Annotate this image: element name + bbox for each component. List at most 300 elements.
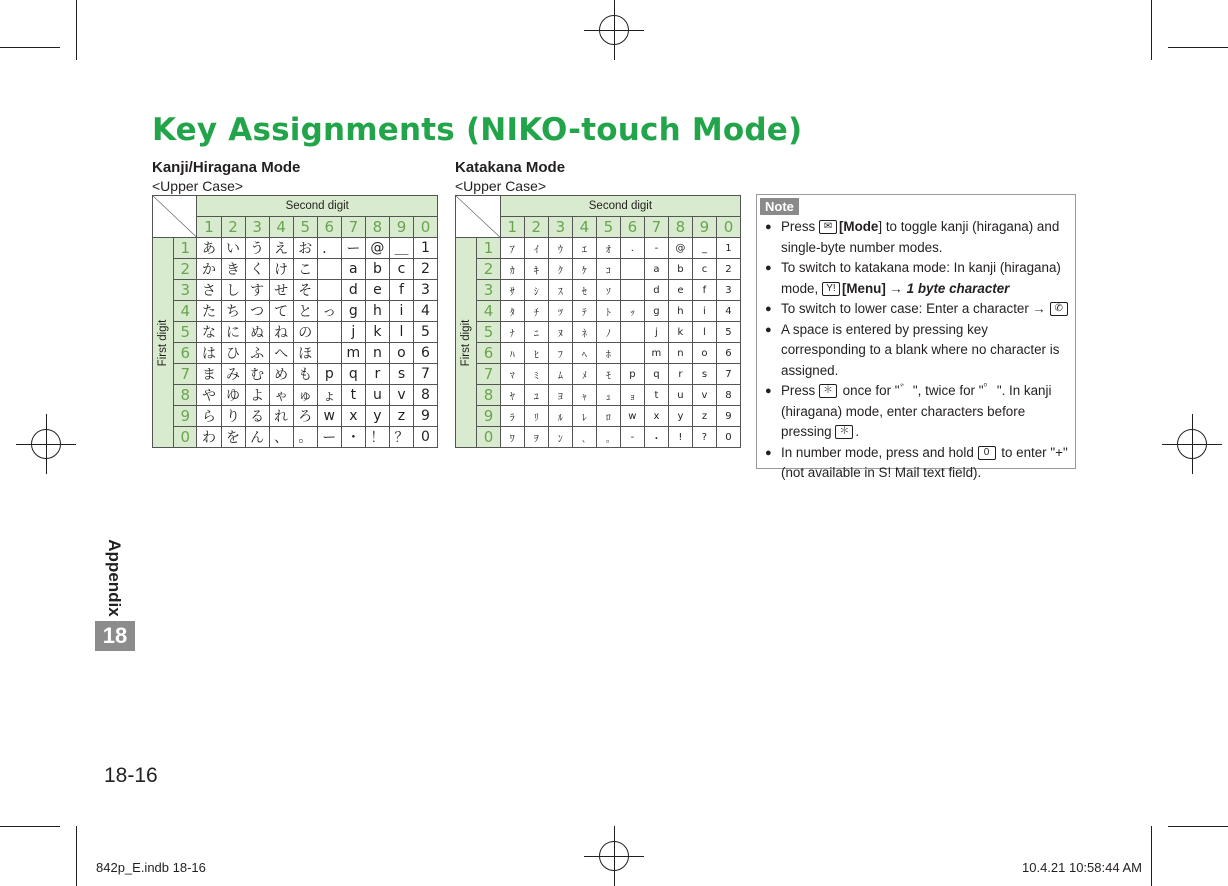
key-char-cell: し bbox=[221, 280, 245, 301]
key-char-cell: ･ bbox=[644, 427, 668, 448]
key-char-cell: は bbox=[197, 343, 221, 364]
key-char-cell: ほ bbox=[293, 343, 317, 364]
key-char-cell: っ bbox=[317, 301, 341, 322]
key-char-cell: ひ bbox=[221, 343, 245, 364]
key-char-cell: a bbox=[644, 259, 668, 280]
key-char-cell: わ bbox=[197, 427, 221, 448]
key-char-cell: s bbox=[389, 364, 413, 385]
column-header: 2 bbox=[524, 217, 548, 238]
row-header: 9 bbox=[174, 406, 197, 427]
row-header: 7 bbox=[174, 364, 197, 385]
column-header: 5 bbox=[293, 217, 317, 238]
key-char-cell: q bbox=[644, 364, 668, 385]
row-header: 0 bbox=[477, 427, 501, 448]
call-key-icon: ✆ bbox=[1050, 302, 1068, 316]
key-char-cell: o bbox=[692, 343, 716, 364]
table-corner bbox=[456, 196, 501, 238]
key-char-cell: 5 bbox=[716, 322, 740, 343]
table-row bbox=[456, 385, 741, 406]
key-char-cell: ょ bbox=[317, 385, 341, 406]
key-char-cell: l bbox=[692, 322, 716, 343]
key-char-cell bbox=[317, 259, 341, 280]
column-header: 9 bbox=[692, 217, 716, 238]
key-char-cell: つ bbox=[245, 301, 269, 322]
note-text: In number mode, press and hold bbox=[781, 444, 978, 460]
table-row bbox=[153, 280, 438, 301]
key-char-cell bbox=[317, 322, 341, 343]
row-header: 4 bbox=[477, 301, 501, 322]
key-char-cell: t bbox=[644, 385, 668, 406]
column-header: 7 bbox=[341, 217, 365, 238]
mail-key-icon: ✉ bbox=[819, 220, 837, 234]
column-header: 5 bbox=[596, 217, 620, 238]
asterisk-key-icon: ＊ bbox=[819, 384, 837, 398]
key-char-cell: か bbox=[197, 259, 221, 280]
key-char-cell: ま bbox=[197, 364, 221, 385]
key-char-cell: h bbox=[668, 301, 692, 322]
key-char-cell: w bbox=[620, 406, 644, 427]
note-key-label: [Mode bbox=[838, 219, 879, 234]
key-char-cell: て bbox=[269, 301, 293, 322]
key-char-cell: a bbox=[341, 259, 365, 280]
note-item bbox=[765, 217, 1073, 258]
key-char-cell: ､ bbox=[572, 427, 596, 448]
kanji-heading: Kanji/Hiragana Mode bbox=[152, 159, 301, 176]
key-char-cell: う bbox=[245, 238, 269, 259]
menu-key-icon: Y! bbox=[822, 282, 840, 296]
key-char-cell: す bbox=[245, 280, 269, 301]
key-char-cell: ＿ bbox=[389, 238, 413, 259]
note-text: once for "゛", twice for "゜". In kanji (hiragana) mode, enter characters before pressing bbox=[781, 383, 1052, 439]
key-char-cell: e bbox=[668, 280, 692, 301]
table-row bbox=[153, 406, 438, 427]
note-item bbox=[765, 443, 1073, 484]
column-header: 3 bbox=[548, 217, 572, 238]
key-char-cell: 1 bbox=[414, 238, 438, 259]
key-char-cell: 8 bbox=[414, 385, 438, 406]
key-char-cell: y bbox=[365, 406, 389, 427]
key-char-cell: ん bbox=[245, 427, 269, 448]
crop-mark bbox=[76, 826, 77, 886]
note-list bbox=[765, 217, 1073, 484]
table-row bbox=[153, 427, 438, 448]
key-char-cell: ゆ bbox=[221, 385, 245, 406]
note-box bbox=[756, 194, 1076, 480]
note-text: To switch to lower case: Enter a character → bbox=[781, 301, 1050, 316]
row-header: 2 bbox=[477, 259, 501, 280]
key-char-cell: の bbox=[293, 322, 317, 343]
key-char-cell: お bbox=[293, 238, 317, 259]
key-char-cell: ｭ bbox=[596, 385, 620, 406]
key-char-cell bbox=[620, 322, 644, 343]
key-char-cell: ゃ bbox=[269, 385, 293, 406]
key-char-cell: c bbox=[692, 259, 716, 280]
key-char-cell: ﾇ bbox=[548, 322, 572, 343]
key-char-cell: 6 bbox=[716, 343, 740, 364]
note-option: 1 byte character bbox=[906, 280, 1010, 296]
row-header: 6 bbox=[174, 343, 197, 364]
key-char-cell: ｹ bbox=[572, 259, 596, 280]
key-char-cell: ｬ bbox=[572, 385, 596, 406]
key-char-cell: れ bbox=[269, 406, 293, 427]
key-char-cell: c bbox=[389, 259, 413, 280]
key-char-cell: よ bbox=[245, 385, 269, 406]
key-char-cell: 7 bbox=[716, 364, 740, 385]
note-item bbox=[765, 258, 1073, 299]
table-row bbox=[153, 322, 438, 343]
key-char-cell: ｻ bbox=[500, 280, 524, 301]
key-char-cell: ﾓ bbox=[596, 364, 620, 385]
key-char-cell: n bbox=[365, 343, 389, 364]
key-char-cell: b bbox=[365, 259, 389, 280]
column-header: 8 bbox=[668, 217, 692, 238]
key-char-cell: ｳ bbox=[548, 238, 572, 259]
key-char-cell: ﾕ bbox=[524, 385, 548, 406]
table-row bbox=[153, 343, 438, 364]
row-header: 5 bbox=[477, 322, 501, 343]
crop-mark bbox=[1168, 47, 1228, 48]
key-char-cell: 。 bbox=[293, 427, 317, 448]
note-text: Press bbox=[781, 383, 819, 398]
key-char-cell: た bbox=[197, 301, 221, 322]
key-char-cell: け bbox=[269, 259, 293, 280]
note-text: To switch to katakana mode: In kanji (hiragana) mode, bbox=[781, 260, 1061, 296]
key-char-cell: k bbox=[668, 322, 692, 343]
key-char-cell: 8 bbox=[716, 385, 740, 406]
second-digit-header: Second digit bbox=[500, 196, 740, 217]
key-char-cell: ﾐ bbox=[524, 364, 548, 385]
column-header: 0 bbox=[414, 217, 438, 238]
key-char-cell: な bbox=[197, 322, 221, 343]
slug-right: 10.4.21 10:58:44 AM bbox=[1022, 860, 1142, 875]
key-char-cell: d bbox=[644, 280, 668, 301]
key-char-cell: l bbox=[389, 322, 413, 343]
table-row bbox=[456, 322, 741, 343]
key-char-cell: ﾛ bbox=[596, 406, 620, 427]
key-char-cell: ｸ bbox=[548, 259, 572, 280]
key-char-cell: ﾌ bbox=[548, 343, 572, 364]
asterisk-key-icon: ＊ bbox=[835, 425, 853, 439]
key-char-cell: さ bbox=[197, 280, 221, 301]
key-char-cell: ﾗ bbox=[500, 406, 524, 427]
key-char-cell: ﾑ bbox=[548, 364, 572, 385]
key-char-cell: r bbox=[365, 364, 389, 385]
table-row bbox=[153, 385, 438, 406]
key-char-cell: 3 bbox=[414, 280, 438, 301]
row-header: 1 bbox=[174, 238, 197, 259]
note-text: to enter "+" (not available in S! Mail text field). bbox=[781, 444, 1068, 480]
key-char-cell: y bbox=[668, 406, 692, 427]
side-label-text: Appendix bbox=[105, 539, 124, 617]
key-char-cell: r bbox=[668, 364, 692, 385]
note-text: Press bbox=[781, 219, 819, 234]
katakana-case: <Upper Case> bbox=[455, 178, 547, 194]
key-char-cell: ﾉ bbox=[596, 322, 620, 343]
row-header: 3 bbox=[477, 280, 501, 301]
key-char-cell: ー bbox=[341, 238, 365, 259]
key-char-cell: 4 bbox=[716, 301, 740, 322]
key-char-cell: i bbox=[692, 301, 716, 322]
key-char-cell: 6 bbox=[414, 343, 438, 364]
table-row bbox=[153, 364, 438, 385]
row-header: 9 bbox=[477, 406, 501, 427]
key-char-cell: _ bbox=[692, 238, 716, 259]
table-row bbox=[456, 259, 741, 280]
key-char-cell: x bbox=[644, 406, 668, 427]
key-char-cell: ｦ bbox=[524, 427, 548, 448]
registration-mark bbox=[584, 826, 644, 886]
first-digit-header: First digit bbox=[456, 238, 477, 448]
key-char-cell: ﾝ bbox=[548, 427, 572, 448]
key-char-cell: 7 bbox=[414, 364, 438, 385]
column-header: 8 bbox=[365, 217, 389, 238]
key-char-cell: い bbox=[221, 238, 245, 259]
key-char-cell: u bbox=[668, 385, 692, 406]
key-char-cell: ﾅ bbox=[500, 322, 524, 343]
zero-key-icon: 0 bbox=[978, 446, 996, 460]
kanji-case: <Upper Case> bbox=[152, 178, 244, 194]
key-char-cell: g bbox=[341, 301, 365, 322]
side-section-label bbox=[98, 538, 130, 618]
key-char-cell: く bbox=[245, 259, 269, 280]
key-char-cell: ﾆ bbox=[524, 322, 548, 343]
key-char-cell: ｱ bbox=[500, 238, 524, 259]
key-char-cell: 2 bbox=[414, 259, 438, 280]
crop-mark bbox=[76, 0, 77, 60]
key-char-cell: w bbox=[317, 406, 341, 427]
column-header: 4 bbox=[269, 217, 293, 238]
registration-mark bbox=[1162, 414, 1222, 474]
key-char-cell: ち bbox=[221, 301, 245, 322]
column-header: 1 bbox=[500, 217, 524, 238]
key-char-cell: ﾖ bbox=[548, 385, 572, 406]
key-char-cell bbox=[620, 343, 644, 364]
key-char-cell: ． bbox=[317, 238, 341, 259]
key-char-cell: ﾀ bbox=[500, 301, 524, 322]
key-char-cell: j bbox=[341, 322, 365, 343]
key-char-cell: ろ bbox=[293, 406, 317, 427]
key-char-cell: ﾃ bbox=[572, 301, 596, 322]
note-key-label: [Menu] bbox=[841, 280, 886, 296]
key-char-cell: 0 bbox=[716, 427, 740, 448]
key-char-cell: ﾈ bbox=[572, 322, 596, 343]
key-char-cell: ﾄ bbox=[596, 301, 620, 322]
key-char-cell: ふ bbox=[245, 343, 269, 364]
crop-mark bbox=[1151, 0, 1152, 60]
key-char-cell: き bbox=[221, 259, 245, 280]
key-char-cell: q bbox=[341, 364, 365, 385]
key-char-cell: @ bbox=[365, 238, 389, 259]
key-char-cell: e bbox=[365, 280, 389, 301]
key-char-cell: ｶ bbox=[500, 259, 524, 280]
row-header: 2 bbox=[174, 259, 197, 280]
row-header: 5 bbox=[174, 322, 197, 343]
key-char-cell: や bbox=[197, 385, 221, 406]
column-header: 7 bbox=[644, 217, 668, 238]
key-char-cell: に bbox=[221, 322, 245, 343]
key-char-cell bbox=[317, 343, 341, 364]
key-char-cell: ｲ bbox=[524, 238, 548, 259]
key-char-cell: せ bbox=[269, 280, 293, 301]
row-header: 8 bbox=[477, 385, 501, 406]
key-char-cell: ﾂ bbox=[548, 301, 572, 322]
key-char-cell: み bbox=[221, 364, 245, 385]
key-char-cell: ｯ bbox=[620, 301, 644, 322]
key-char-cell: へ bbox=[269, 343, 293, 364]
note-arrow: → bbox=[885, 280, 907, 296]
chapter-number: 18 bbox=[95, 621, 135, 651]
key-char-cell: ﾋ bbox=[524, 343, 548, 364]
note-item bbox=[765, 381, 1073, 443]
page-number: 18-16 bbox=[104, 764, 158, 787]
key-char-cell: ? bbox=[692, 427, 716, 448]
key-char-cell: n bbox=[668, 343, 692, 364]
column-header: 0 bbox=[716, 217, 740, 238]
key-char-cell: ら bbox=[197, 406, 221, 427]
key-char-cell: i bbox=[389, 301, 413, 322]
key-char-cell: ね bbox=[269, 322, 293, 343]
row-header: 4 bbox=[174, 301, 197, 322]
note-text: . bbox=[855, 424, 860, 439]
note-text: ] to toggle kanji (hiragana) and single-byte number modes. bbox=[781, 219, 1060, 255]
key-char-cell: z bbox=[692, 406, 716, 427]
key-char-cell: p bbox=[620, 364, 644, 385]
table-row bbox=[153, 238, 438, 259]
key-char-cell: ！ bbox=[365, 427, 389, 448]
table-row bbox=[456, 238, 741, 259]
key-char-cell: そ bbox=[293, 280, 317, 301]
key-char-cell: k bbox=[365, 322, 389, 343]
row-header: 3 bbox=[174, 280, 197, 301]
key-char-cell: こ bbox=[293, 259, 317, 280]
key-char-cell: る bbox=[245, 406, 269, 427]
key-char-cell: あ bbox=[197, 238, 221, 259]
slug-left: 842p_E.indb 18-16 bbox=[96, 860, 206, 875]
table-corner bbox=[153, 196, 197, 238]
key-char-cell: - bbox=[644, 238, 668, 259]
key-char-cell: v bbox=[389, 385, 413, 406]
registration-mark bbox=[16, 414, 76, 474]
registration-mark bbox=[584, 0, 644, 60]
key-char-cell: 9 bbox=[716, 406, 740, 427]
key-char-cell: え bbox=[269, 238, 293, 259]
table-row bbox=[153, 259, 438, 280]
key-char-cell: ﾎ bbox=[596, 343, 620, 364]
key-char-cell: v bbox=[692, 385, 716, 406]
key-char-cell: ぬ bbox=[245, 322, 269, 343]
key-char-cell: 5 bbox=[414, 322, 438, 343]
key-char-cell: む bbox=[245, 364, 269, 385]
column-header: 3 bbox=[245, 217, 269, 238]
key-char-cell: j bbox=[644, 322, 668, 343]
note-item bbox=[765, 299, 1073, 320]
row-header: 1 bbox=[477, 238, 501, 259]
key-char-cell: ｿ bbox=[596, 280, 620, 301]
key-char-cell: u bbox=[365, 385, 389, 406]
key-char-cell: ! bbox=[668, 427, 692, 448]
table-row bbox=[153, 301, 438, 322]
row-header: 8 bbox=[174, 385, 197, 406]
key-char-cell: s bbox=[692, 364, 716, 385]
key-char-cell: t bbox=[341, 385, 365, 406]
key-char-cell: ﾜ bbox=[500, 427, 524, 448]
key-char-cell: x bbox=[341, 406, 365, 427]
row-header: 0 bbox=[174, 427, 197, 448]
column-header: 9 bbox=[389, 217, 413, 238]
column-header: 6 bbox=[620, 217, 644, 238]
column-header: 2 bbox=[221, 217, 245, 238]
key-char-cell: ｴ bbox=[572, 238, 596, 259]
key-char-cell: ｺ bbox=[596, 259, 620, 280]
note-tag: Note bbox=[760, 198, 799, 215]
table-row bbox=[456, 406, 741, 427]
table-row bbox=[456, 427, 741, 448]
kanji-key-table bbox=[152, 195, 438, 448]
key-char-cell: 4 bbox=[414, 301, 438, 322]
key-char-cell: . bbox=[620, 238, 644, 259]
key-char-cell: z bbox=[389, 406, 413, 427]
key-char-cell: も bbox=[293, 364, 317, 385]
key-char-cell: m bbox=[341, 343, 365, 364]
table-row bbox=[456, 280, 741, 301]
column-header: 4 bbox=[572, 217, 596, 238]
key-char-cell: g bbox=[644, 301, 668, 322]
row-header: 6 bbox=[477, 343, 501, 364]
key-char-cell: ｡ bbox=[596, 427, 620, 448]
key-char-cell: を bbox=[221, 427, 245, 448]
key-char-cell: ﾘ bbox=[524, 406, 548, 427]
crop-mark bbox=[0, 47, 60, 48]
key-char-cell: ﾙ bbox=[548, 406, 572, 427]
key-char-cell: b bbox=[668, 259, 692, 280]
key-char-cell: ﾏ bbox=[500, 364, 524, 385]
key-char-cell: ﾍ bbox=[572, 343, 596, 364]
key-char-cell: m bbox=[644, 343, 668, 364]
key-char-cell: ｮ bbox=[620, 385, 644, 406]
key-char-cell: ﾒ bbox=[572, 364, 596, 385]
key-char-cell: と bbox=[293, 301, 317, 322]
key-char-cell: ｷ bbox=[524, 259, 548, 280]
key-char-cell: ﾊ bbox=[500, 343, 524, 364]
key-char-cell: 9 bbox=[414, 406, 438, 427]
key-char-cell: p bbox=[317, 364, 341, 385]
crop-mark bbox=[1151, 826, 1152, 886]
katakana-heading: Katakana Mode bbox=[455, 159, 566, 176]
table-row bbox=[456, 343, 741, 364]
key-char-cell: - bbox=[620, 427, 644, 448]
page-title: Key Assignments (NIKO-touch Mode) bbox=[152, 112, 803, 148]
key-char-cell: 、 bbox=[269, 427, 293, 448]
key-char-cell: o bbox=[389, 343, 413, 364]
key-char-cell bbox=[317, 280, 341, 301]
key-char-cell: d bbox=[341, 280, 365, 301]
crop-mark bbox=[1168, 826, 1228, 827]
key-char-cell: ｾ bbox=[572, 280, 596, 301]
column-header: 6 bbox=[317, 217, 341, 238]
katakana-key-table bbox=[455, 195, 741, 448]
key-char-cell: @ bbox=[668, 238, 692, 259]
key-char-cell: ﾚ bbox=[572, 406, 596, 427]
key-char-cell: ｵ bbox=[596, 238, 620, 259]
table-row bbox=[456, 364, 741, 385]
second-digit-header: Second digit bbox=[197, 196, 438, 217]
key-char-cell: ｽ bbox=[548, 280, 572, 301]
row-header: 7 bbox=[477, 364, 501, 385]
key-char-cell bbox=[620, 259, 644, 280]
key-char-cell: h bbox=[365, 301, 389, 322]
key-char-cell bbox=[620, 280, 644, 301]
key-char-cell: ゅ bbox=[293, 385, 317, 406]
